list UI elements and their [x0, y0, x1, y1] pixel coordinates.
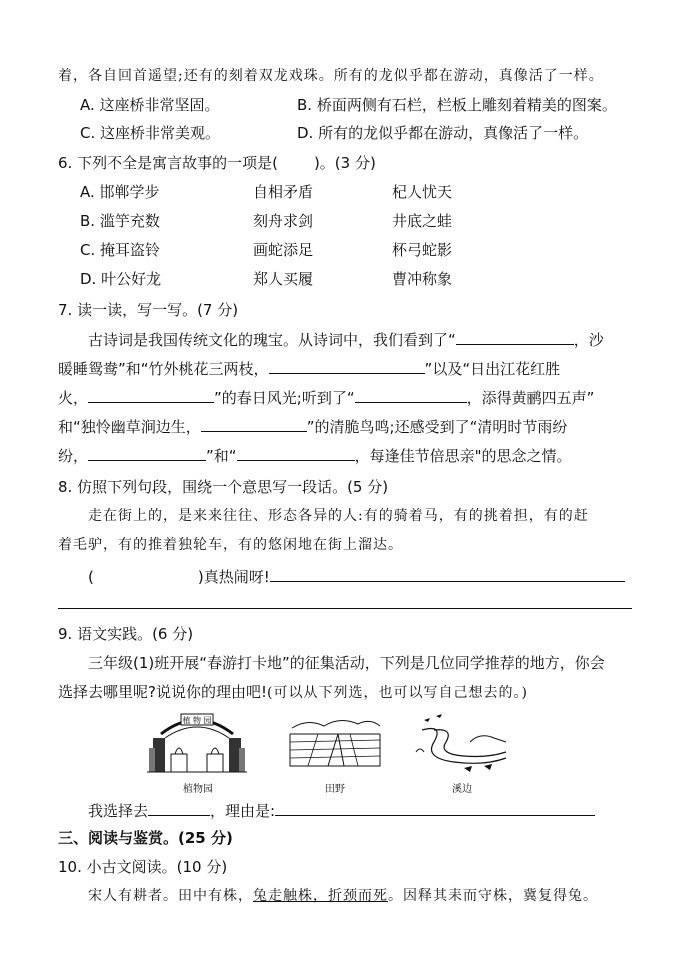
q9-para-2: 选择去哪里呢?说说你的理由吧!(可以从下列选，也可以写自己想去的。)	[58, 683, 528, 701]
q7-blank-2[interactable]	[269, 355, 425, 374]
caption-field: 田野	[325, 784, 345, 795]
q6-row-c-3: 杯弓蛇影	[392, 241, 453, 259]
q9-title: 9. 语文实践。(6 分)	[58, 625, 194, 643]
q7-blank-5[interactable]	[201, 413, 307, 432]
q7-blank-4[interactable]	[355, 384, 467, 403]
q8-title: 8. 仿照下列句段，围绕一个意思写一段话。(5 分)	[58, 478, 389, 496]
q6-row-d-3: 曹冲称象	[392, 270, 453, 288]
q7-blank-7[interactable]	[237, 442, 355, 461]
q8-blank-1[interactable]	[270, 563, 625, 582]
q6-stem: 6. 下列不全是寓言故事的一项是( )。(3 分)	[58, 154, 376, 172]
section-3-heading: 三、阅读与鉴赏。(25 分)	[58, 829, 233, 847]
q7-blank-1[interactable]	[456, 326, 574, 345]
q6-row-b-2: 刻舟求剑	[253, 212, 314, 230]
q9-reason-blank[interactable]	[275, 797, 595, 816]
q6-row-b: B. 滥竽充数	[80, 212, 160, 230]
q6-row-d-2: 郑人买履	[253, 270, 314, 288]
q6-row-b-3: 井底之蛙	[392, 212, 453, 230]
q7-blank-6[interactable]	[88, 442, 206, 461]
q7-line-1: 古诗词是我国传统文化的瑰宝。从诗词中，我们看到了“ ，沙	[88, 326, 604, 352]
q7-line-2: 暖睡鸳鸯”和“竹外桃花三两枝， ”以及“日出江花红胜	[58, 355, 560, 381]
q8-answer-line: ( )真热闹呀!	[88, 563, 625, 589]
q6-row-c-2: 画蛇添足	[253, 241, 314, 259]
botanical-garden-illustration	[147, 712, 247, 774]
field-illustration	[288, 714, 382, 772]
q6-row-a-3: 杞人忧天	[392, 183, 453, 201]
q8-example-2: 着毛驴，有的推着独轮车，有的悠闲地在街上溜达。	[58, 537, 403, 553]
gate-sign: 植 物 园	[182, 716, 212, 725]
passage-continuation: 着，各自回首遥望;还有的刻着双龙戏珠。所有的龙似乎都在游动，真像活了一样。	[58, 68, 604, 84]
q9-para-1: 三年级(1)班开展“春游打卡地”的征集活动，下列是几位同学推荐的地方，你会	[88, 654, 605, 672]
q8-blank-2[interactable]	[58, 608, 632, 609]
q10-title: 10. 小古文阅读。(10 分)	[58, 858, 228, 876]
q7-line-3: 火， ”的春日风光;听到了“ ，添得黄鹂四五声”	[58, 384, 594, 410]
q9-answer-line: 我选择去 ，理由是:	[88, 797, 595, 823]
q10-underlined-phrase: 兔走触株，折颈而死	[253, 888, 388, 904]
q7-blank-3[interactable]	[88, 384, 214, 403]
q6-row-c: C. 掩耳盗铃	[80, 241, 161, 259]
q6-row-a: A. 邯郸学步	[80, 183, 160, 201]
q5-option-d: D. 所有的龙似乎都在游动，真像活了一样。	[297, 124, 589, 142]
q6-row-d: D. 叶公好龙	[80, 270, 162, 288]
q5-option-a: A. 这座桥非常坚固。	[80, 96, 220, 114]
q7-line-5: 纷， ”和“ ，每逢佳节倍思亲"的思念之情。	[58, 442, 571, 468]
q5-option-c: C. 这座桥非常美观。	[80, 124, 221, 142]
q7-title: 7. 读一读，写一写。(7 分)	[58, 301, 239, 319]
q6-row-a-2: 自相矛盾	[253, 183, 314, 201]
stream-illustration	[414, 712, 510, 774]
q9-choice-blank[interactable]	[148, 797, 210, 816]
q5-option-b: B. 桥面两侧有石栏，栏板上雕刻着精美的图案。	[297, 96, 617, 114]
q10-passage: 宋人有耕者。田中有株，兔走触株，折颈而死。因释其耒而守株，冀复得兔。	[88, 888, 598, 904]
caption-stream: 溪边	[452, 784, 472, 795]
q7-line-4: 和“独怜幽草涧边生， ”的清脆鸟鸣;还感受到了“清明时节雨纷	[58, 413, 567, 439]
q8-example-1: 走在街上的，是来来往往、形态各异的人:有的骑着马，有的挑着担，有的赶	[88, 508, 589, 524]
caption-botanical-garden: 植物园	[183, 784, 213, 795]
